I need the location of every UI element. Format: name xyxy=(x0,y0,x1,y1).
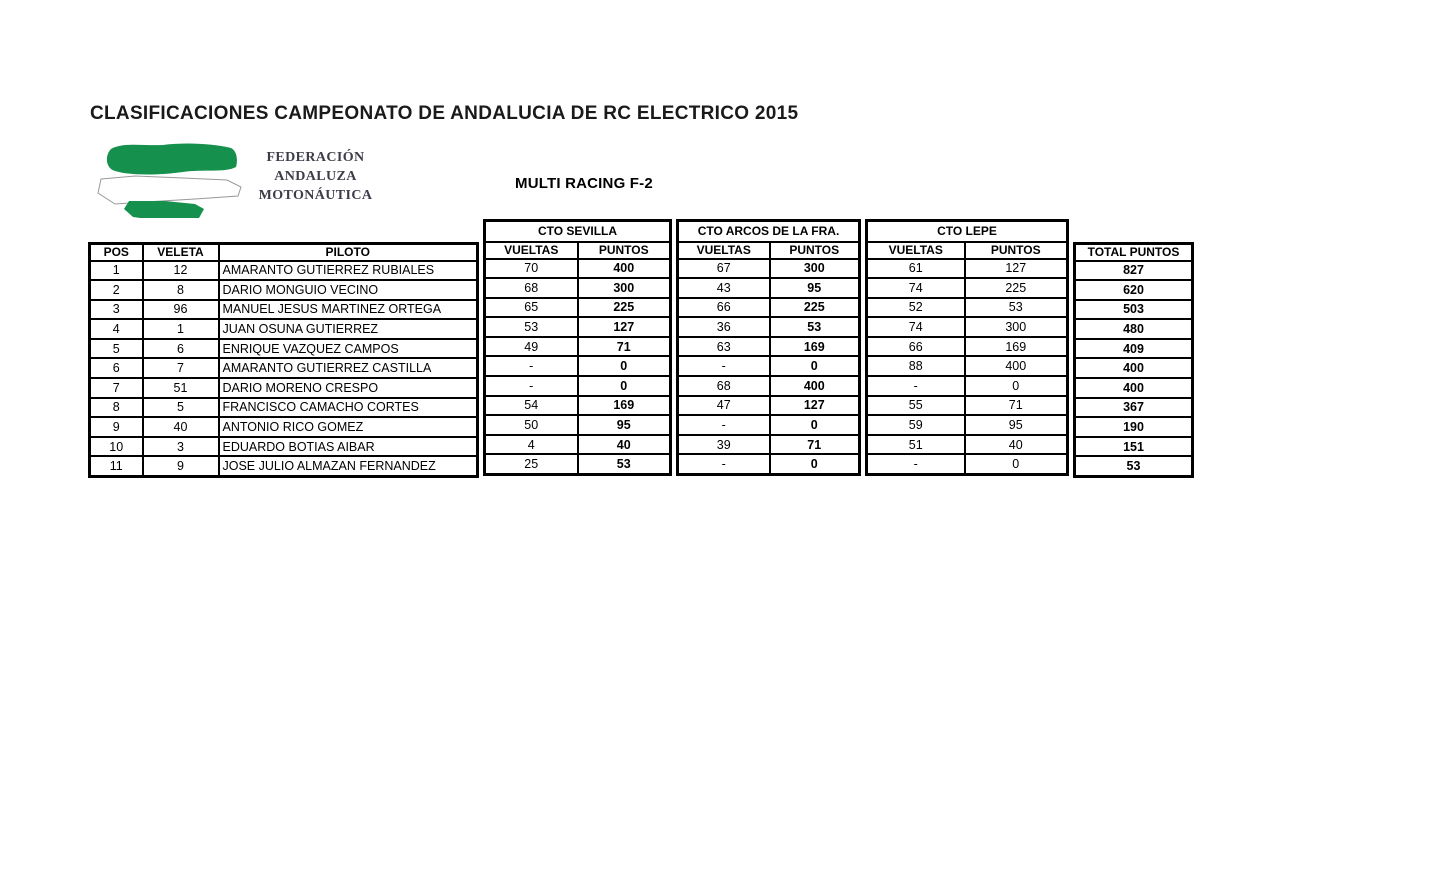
lep-p-cell: 0 xyxy=(965,376,1068,396)
header-row xyxy=(678,242,860,259)
sev-p-cell: 0 xyxy=(578,356,671,376)
sev-p-cell: 169 xyxy=(578,396,671,416)
table-row xyxy=(867,278,1068,298)
table-row xyxy=(90,398,478,418)
arc-v-cell: 66 xyxy=(678,298,770,318)
arc-v-cell: - xyxy=(678,415,770,435)
logo-text-line2: ANDALUZA xyxy=(274,169,357,184)
table-row xyxy=(1075,261,1193,281)
piloto-cell: EDUARDO BOTIAS AIBAR xyxy=(219,437,478,457)
header-row xyxy=(867,242,1068,259)
table-row xyxy=(485,356,671,376)
veleta-cell: 5 xyxy=(143,398,219,418)
lep-v-cell: 52 xyxy=(867,298,965,318)
logo-text-line1: FEDERACIÓN xyxy=(266,150,365,165)
arc-v-cell: 39 xyxy=(678,435,770,455)
table-row xyxy=(678,376,860,396)
piloto-cell: AMARANTO GUTIERREZ CASTILLA xyxy=(219,358,478,378)
arc-p-cell: 0 xyxy=(770,356,860,376)
table-row xyxy=(90,437,478,457)
cto-arcos-header: CTO ARCOS DE LA FRA. xyxy=(678,221,860,242)
total-cell: 400 xyxy=(1075,378,1193,398)
arc-v-cell: 36 xyxy=(678,317,770,337)
lep-p-cell: 400 xyxy=(965,356,1068,376)
lep-p-cell: 127 xyxy=(965,259,1068,279)
table-row xyxy=(678,337,860,357)
pos-cell: 10 xyxy=(90,437,143,457)
table-row xyxy=(1075,378,1193,398)
arc-p-cell: 400 xyxy=(770,376,860,396)
lep-v-cell: 74 xyxy=(867,317,965,337)
total-cell: 151 xyxy=(1075,437,1193,457)
table-row xyxy=(90,417,478,437)
total-cell: 400 xyxy=(1075,358,1193,378)
pos-cell: 1 xyxy=(90,261,143,281)
veleta-cell: 3 xyxy=(143,437,219,457)
total-cell: 480 xyxy=(1075,319,1193,339)
pilots-table xyxy=(88,242,479,478)
table-row xyxy=(485,337,671,357)
arc-v-cell: 67 xyxy=(678,259,770,279)
pos-cell: 4 xyxy=(90,319,143,339)
table-row xyxy=(485,278,671,298)
header-row xyxy=(90,244,478,261)
lep-p-cell: 300 xyxy=(965,317,1068,337)
sev-v-cell: - xyxy=(485,356,578,376)
total-cell: 827 xyxy=(1075,261,1193,281)
table-row xyxy=(867,454,1068,474)
table-row xyxy=(90,280,478,300)
pos-header: POS xyxy=(90,244,143,261)
pos-cell: 3 xyxy=(90,300,143,320)
cto-arcos-table xyxy=(676,219,861,476)
lep-v-cell: - xyxy=(867,376,965,396)
lep-p-cell: 225 xyxy=(965,278,1068,298)
sev-v-cell: 54 xyxy=(485,396,578,416)
veleta-header: VELETA xyxy=(143,244,219,261)
lep-p-cell: 0 xyxy=(965,454,1068,474)
sev-v-cell: 25 xyxy=(485,454,578,474)
table-row xyxy=(678,356,860,376)
table-row xyxy=(485,415,671,435)
sev-v-cell: 50 xyxy=(485,415,578,435)
total-cell: 53 xyxy=(1075,456,1193,476)
lep-v-cell: 66 xyxy=(867,337,965,357)
table-row xyxy=(867,298,1068,318)
group-header-row xyxy=(485,221,671,242)
vueltas-header: VUELTAS xyxy=(678,242,770,259)
table-row xyxy=(1075,437,1193,457)
veleta-cell: 1 xyxy=(143,319,219,339)
arc-v-cell: 47 xyxy=(678,396,770,416)
puntos-header: PUNTOS xyxy=(965,242,1068,259)
pos-cell: 8 xyxy=(90,398,143,418)
andalusia-flag-icon xyxy=(95,138,247,218)
table-row xyxy=(485,396,671,416)
piloto-cell: DARIO MONGUIO VECINO xyxy=(219,280,478,300)
sev-p-cell: 53 xyxy=(578,454,671,474)
sev-v-cell: 65 xyxy=(485,298,578,318)
table-row xyxy=(678,435,860,455)
lep-v-cell: 55 xyxy=(867,396,965,416)
results-table xyxy=(88,219,1194,478)
total-cell: 503 xyxy=(1075,300,1193,320)
table-row xyxy=(90,319,478,339)
arc-p-cell: 127 xyxy=(770,396,860,416)
logo-text xyxy=(253,148,378,205)
total-table xyxy=(1073,242,1194,478)
arc-v-cell: - xyxy=(678,356,770,376)
lep-v-cell: 59 xyxy=(867,415,965,435)
veleta-cell: 9 xyxy=(143,456,219,476)
table-row xyxy=(867,435,1068,455)
lep-v-cell: 61 xyxy=(867,259,965,279)
table-row xyxy=(867,396,1068,416)
piloto-cell: JUAN OSUNA GUTIERREZ xyxy=(219,319,478,339)
page-title: CLASIFICACIONES CAMPEONATO DE ANDALUCIA DE RC ELECTRICO 2015 xyxy=(90,103,799,124)
veleta-cell: 8 xyxy=(143,280,219,300)
table-row xyxy=(485,454,671,474)
table-row xyxy=(90,456,478,476)
table-row xyxy=(678,317,860,337)
table-row xyxy=(485,298,671,318)
table-row xyxy=(1075,417,1193,437)
pos-cell: 6 xyxy=(90,358,143,378)
lep-p-cell: 95 xyxy=(965,415,1068,435)
table-row xyxy=(678,396,860,416)
piloto-header: PILOTO xyxy=(219,244,478,261)
table-row xyxy=(485,376,671,396)
arc-v-cell: 68 xyxy=(678,376,770,396)
sev-v-cell: 53 xyxy=(485,317,578,337)
sev-p-cell: 400 xyxy=(578,259,671,279)
piloto-cell: ENRIQUE VAZQUEZ CAMPOS xyxy=(219,339,478,359)
sev-p-cell: 40 xyxy=(578,435,671,455)
table-row xyxy=(867,317,1068,337)
sev-p-cell: 95 xyxy=(578,415,671,435)
pos-cell: 2 xyxy=(90,280,143,300)
cto-sevilla-table xyxy=(483,219,672,476)
sev-p-cell: 127 xyxy=(578,317,671,337)
cto-lepe-table xyxy=(865,219,1069,476)
table-row xyxy=(678,454,860,474)
arc-p-cell: 53 xyxy=(770,317,860,337)
table-row xyxy=(678,298,860,318)
piloto-cell: AMARANTO GUTIERREZ RUBIALES xyxy=(219,261,478,281)
veleta-cell: 12 xyxy=(143,261,219,281)
table-row xyxy=(485,317,671,337)
table-row xyxy=(1075,280,1193,300)
table-row xyxy=(1075,319,1193,339)
lep-v-cell: 88 xyxy=(867,356,965,376)
federation-logo xyxy=(95,138,385,220)
lep-v-cell: 51 xyxy=(867,435,965,455)
table-row xyxy=(90,261,478,281)
arc-p-cell: 95 xyxy=(770,278,860,298)
table-row xyxy=(678,259,860,279)
header-row xyxy=(1075,244,1193,261)
piloto-cell: MANUEL JESUS MARTINEZ ORTEGA xyxy=(219,300,478,320)
table-row xyxy=(485,435,671,455)
table-row xyxy=(1075,339,1193,359)
veleta-cell: 96 xyxy=(143,300,219,320)
table-row xyxy=(90,358,478,378)
pos-cell: 9 xyxy=(90,417,143,437)
table-row xyxy=(1075,358,1193,378)
table-row xyxy=(867,415,1068,435)
piloto-cell: FRANCISCO CAMACHO CORTES xyxy=(219,398,478,418)
total-cell: 620 xyxy=(1075,280,1193,300)
table-row xyxy=(1075,456,1193,476)
lep-v-cell: - xyxy=(867,454,965,474)
sev-p-cell: 71 xyxy=(578,337,671,357)
lep-v-cell: 74 xyxy=(867,278,965,298)
pos-cell: 7 xyxy=(90,378,143,398)
table-row xyxy=(867,376,1068,396)
sev-v-cell: 49 xyxy=(485,337,578,357)
table-row xyxy=(90,378,478,398)
lep-p-cell: 40 xyxy=(965,435,1068,455)
sev-p-cell: 0 xyxy=(578,376,671,396)
sev-v-cell: 4 xyxy=(485,435,578,455)
total-cell: 190 xyxy=(1075,417,1193,437)
group-header-row xyxy=(678,221,860,242)
veleta-cell: 7 xyxy=(143,358,219,378)
puntos-header: PUNTOS xyxy=(578,242,671,259)
piloto-cell: JOSE JULIO ALMAZAN FERNANDEZ xyxy=(219,456,478,476)
header-row xyxy=(485,242,671,259)
table-row xyxy=(678,278,860,298)
piloto-cell: DARIO MORENO CRESPO xyxy=(219,378,478,398)
table-row xyxy=(867,337,1068,357)
veleta-cell: 6 xyxy=(143,339,219,359)
group-header-row xyxy=(867,221,1068,242)
pos-cell: 5 xyxy=(90,339,143,359)
arc-p-cell: 0 xyxy=(770,415,860,435)
arc-p-cell: 300 xyxy=(770,259,860,279)
lep-p-cell: 169 xyxy=(965,337,1068,357)
arc-p-cell: 169 xyxy=(770,337,860,357)
arc-p-cell: 71 xyxy=(770,435,860,455)
total-cell: 409 xyxy=(1075,339,1193,359)
category-subtitle: MULTI RACING F-2 xyxy=(515,175,653,192)
veleta-cell: 40 xyxy=(143,417,219,437)
logo-text-line3: MOTONÁUTICA xyxy=(258,188,373,203)
table-row xyxy=(1075,300,1193,320)
table-row xyxy=(1075,398,1193,418)
arc-v-cell: 43 xyxy=(678,278,770,298)
table-row xyxy=(678,415,860,435)
pos-cell: 11 xyxy=(90,456,143,476)
sev-v-cell: 70 xyxy=(485,259,578,279)
piloto-cell: ANTONIO RICO GOMEZ xyxy=(219,417,478,437)
vueltas-header: VUELTAS xyxy=(867,242,965,259)
vueltas-header: VUELTAS xyxy=(485,242,578,259)
sev-p-cell: 225 xyxy=(578,298,671,318)
lep-p-cell: 53 xyxy=(965,298,1068,318)
table-row xyxy=(867,259,1068,279)
puntos-header: PUNTOS xyxy=(770,242,860,259)
table-row xyxy=(90,339,478,359)
table-row xyxy=(90,300,478,320)
total-puntos-header: TOTAL PUNTOS xyxy=(1075,244,1193,261)
cto-sevilla-header: CTO SEVILLA xyxy=(485,221,671,242)
total-cell: 367 xyxy=(1075,398,1193,418)
arc-v-cell: 63 xyxy=(678,337,770,357)
table-row xyxy=(867,356,1068,376)
lep-p-cell: 71 xyxy=(965,396,1068,416)
sev-v-cell: - xyxy=(485,376,578,396)
arc-p-cell: 225 xyxy=(770,298,860,318)
table-row xyxy=(485,259,671,279)
arc-v-cell: - xyxy=(678,454,770,474)
veleta-cell: 51 xyxy=(143,378,219,398)
sev-p-cell: 300 xyxy=(578,278,671,298)
cto-lepe-header: CTO LEPE xyxy=(867,221,1068,242)
sev-v-cell: 68 xyxy=(485,278,578,298)
arc-p-cell: 0 xyxy=(770,454,860,474)
